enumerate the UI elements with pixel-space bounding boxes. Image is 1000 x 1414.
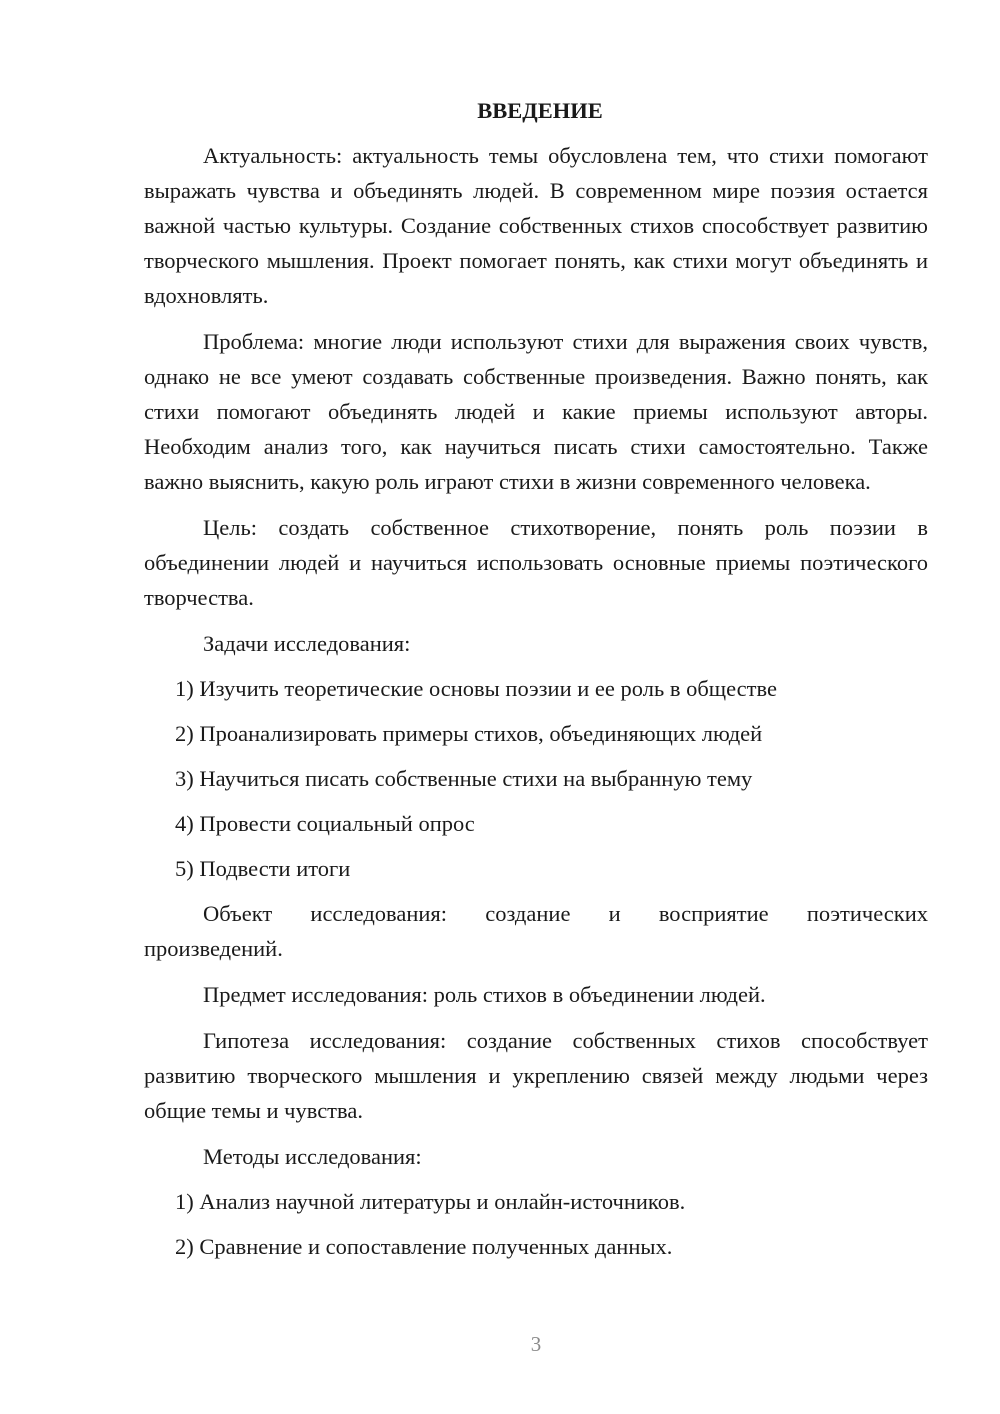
object-line-2: произведений. xyxy=(144,936,283,961)
page-title: ВВЕДЕНИЕ xyxy=(477,98,603,123)
page-number: 3 xyxy=(530,1332,542,1356)
object-paragraph xyxy=(144,896,928,966)
hypothesis-paragraph: Гипотеза исследования: создание собственных стихов способствует развитию творческого мышления и укреплению связей между людьми через общие темы и чувства. xyxy=(144,1028,928,1123)
object-line-1: Объект исследования: создание и восприятие поэтических xyxy=(203,901,928,926)
method-item: 2) Сравнение и сопоставление полученных данных. xyxy=(175,1234,673,1259)
page-content xyxy=(144,94,928,1274)
tasks-heading: Задачи исследования: xyxy=(203,631,411,656)
task-item: 2) Проанализировать примеры стихов, объединяющих людей xyxy=(175,721,763,746)
relevance-paragraph: Актуальность: актуальность темы обусловлена тем, что стихи помогают выражать чувства и объединять людей. В современном мире поэзия остается важной частью культуры. Создание собственных стихов способствует развитию творческого мышления. Проект помогает понять, как стихи могут объединять и вдохновлять. xyxy=(144,143,928,308)
problem-paragraph: Проблема: многие люди используют стихи для выражения своих чувств, однако не все умеют создавать собственные произведения. Важно понять, как стихи помогают объединять людей и какие приемы используют авторы. Необходим анализ того, как научиться писать стихи самостоятельно. Также важно выяснить, какую роль играют стихи в жизни современного человека. xyxy=(144,329,928,494)
methods-heading: Методы исследования: xyxy=(203,1144,422,1169)
methods-list xyxy=(144,1184,928,1264)
method-item: 1) Анализ научной литературы и онлайн-источников. xyxy=(175,1189,686,1214)
task-item: 5) Подвести итоги xyxy=(175,856,351,881)
task-item: 1) Изучить теоретические основы поэзии и ее роль в обществе xyxy=(175,676,777,701)
tasks-list xyxy=(144,671,928,886)
task-item: 4) Провести социальный опрос xyxy=(175,811,475,836)
task-item: 3) Научиться писать собственные стихи на выбранную тему xyxy=(175,766,753,791)
goal-paragraph: Цель: создать собственное стихотворение, понять роль поэзии в объединении людей и научиться использовать основные приемы поэтического творчества. xyxy=(144,515,928,610)
subject-paragraph: Предмет исследования: роль стихов в объединении людей. xyxy=(203,982,766,1007)
